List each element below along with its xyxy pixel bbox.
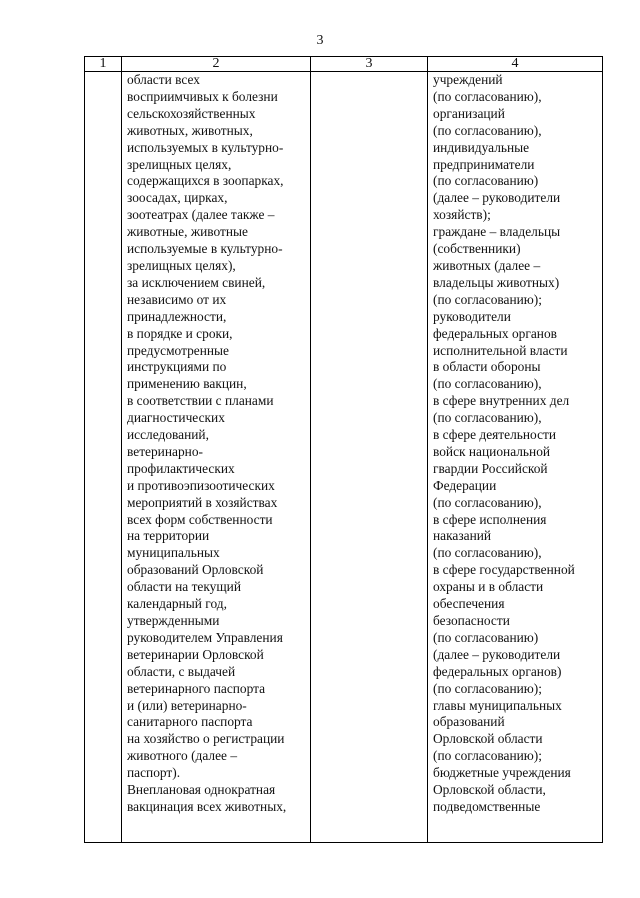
text-line: охраны и в области [433, 579, 544, 595]
text-line: (по согласованию); [433, 680, 542, 696]
text-line: области на текущий [127, 579, 242, 595]
text-line: гвардии Российской [433, 460, 548, 476]
cell-col-3 [311, 72, 428, 843]
text-line: граждане – владельцы [433, 224, 561, 240]
text-line: зрелищных целях), [127, 257, 236, 273]
text-line: исследований, [127, 427, 209, 443]
text-line: паспорт). [127, 765, 181, 781]
text-line: независимо от их [127, 291, 227, 307]
text-line: ветеринарно- [127, 443, 203, 459]
text-line: на территории [127, 528, 210, 544]
text-line: предусмотренные [127, 342, 229, 358]
text-line: животных (далее – [433, 257, 541, 273]
page-number: 3 [316, 33, 324, 48]
text-line: инструкциями по [127, 359, 227, 375]
header-col-1: 1 [85, 57, 122, 72]
text-line: федеральных органов [433, 325, 557, 341]
text-line: хозяйств); [433, 207, 491, 223]
text-line: обеспечения [433, 596, 505, 612]
text-line: руководители [433, 308, 511, 324]
text-line: принадлежности, [127, 308, 227, 324]
text-line: войск национальной [433, 443, 551, 459]
text-line: зоотеатрах (далее также – [127, 207, 275, 223]
header-col-2: 2 [122, 57, 311, 72]
text-line: главы муниципальных [433, 697, 562, 713]
text-line: утвержденными [127, 613, 220, 628]
text-line: (по согласованию), [433, 376, 542, 392]
text-line: (далее – руководители [433, 190, 561, 206]
text-line: индивидуальные [433, 139, 530, 155]
text-line: наказаний [433, 528, 492, 544]
text-line: Орловской области, [433, 782, 546, 798]
text-line: ветеринарии Орловской [127, 646, 264, 662]
text-line: в области обороны [433, 359, 541, 375]
text-line: используемые в культурно- [127, 241, 283, 257]
text-line: федеральных органов) [433, 663, 562, 679]
text-line: в сфере деятельности [433, 427, 557, 443]
text-line: владельцы животных) [433, 274, 560, 290]
text-line: (по согласованию), [433, 88, 542, 104]
text-line: (по согласованию) [433, 629, 539, 645]
text-line: (по согласованию), [433, 494, 542, 510]
text-line: профилактических [127, 460, 235, 476]
text-line: содержащихся в зоопарках, [127, 173, 284, 189]
text-line: восприимчивых к болезни [127, 88, 278, 104]
text-line: (по согласованию), [433, 122, 542, 138]
text-line: подведомственные [433, 798, 541, 814]
text-line: и противоэпизоотических [127, 477, 275, 493]
document-table [84, 56, 603, 843]
text-line: руководителем Управления [127, 629, 283, 645]
text-line: Федерации [433, 477, 497, 493]
text-line: зрелищных целях, [127, 156, 232, 172]
text-line: муниципальных [127, 545, 220, 561]
text-line: (по согласованию); [433, 748, 542, 764]
text-line: календарный год, [127, 596, 227, 612]
table-row [85, 72, 603, 843]
text-line: (по согласованию); [433, 291, 542, 307]
text-line: в соответствии с планами [127, 393, 274, 409]
text-line: на хозяйство о регистрации [127, 731, 285, 747]
text-line: организаций [433, 105, 505, 121]
text-line: применению вакцин, [127, 376, 247, 392]
cell-col-1 [85, 72, 122, 843]
text-line: зоосадах, цирках, [127, 190, 228, 206]
text-line: (по согласованию), [433, 545, 542, 561]
text-line: в сфере государственной [433, 562, 575, 578]
text-line: исполнительной власти [433, 342, 568, 358]
table-header-row [85, 57, 603, 72]
cell-col-4-responsible-parties [428, 72, 603, 843]
text-line: образований Орловской [127, 562, 264, 578]
text-line: бюджетные учреждения [433, 765, 571, 781]
text-line: мероприятий в хозяйствах [127, 494, 278, 510]
text-line: области всех [127, 72, 200, 87]
text-line: области, с выдачей [127, 663, 236, 679]
text-line: животного (далее – [127, 748, 238, 764]
text-line: и (или) ветеринарно- [127, 697, 247, 713]
header-col-3: 3 [311, 57, 428, 72]
text-line: сельскохозяйственных [127, 105, 256, 121]
text-line: образований [433, 714, 505, 730]
text-line: используемых в культурно- [127, 139, 284, 155]
text-line: в сфере внутренних дел [433, 393, 570, 409]
text-line: предприниматели [433, 156, 535, 172]
text-line: (по согласованию), [433, 410, 542, 426]
text-line: санитарного паспорта [127, 714, 253, 730]
cell-col-2-measure-description [122, 72, 311, 843]
text-line: диагностических [127, 410, 225, 426]
text-line: всех форм собственности [127, 511, 273, 527]
text-line: Внеплановая однократная [127, 782, 276, 798]
text-line: вакцинация всех животных, [127, 798, 287, 814]
text-line: (далее – руководители [433, 646, 561, 662]
text-line: за исключением свиней, [127, 274, 266, 290]
text-line: безопасности [433, 613, 510, 628]
text-line: (собственники) [433, 241, 521, 257]
text-line: учреждений [433, 72, 503, 87]
text-line: животные, животные [127, 224, 248, 240]
text-line: животных, животных, [127, 122, 253, 138]
text-line: ветеринарного паспорта [127, 680, 266, 696]
text-line: (по согласованию) [433, 173, 539, 189]
text-line: в сфере исполнения [433, 511, 547, 527]
text-line: в порядке и сроки, [127, 325, 233, 341]
header-col-4: 4 [428, 57, 603, 72]
text-line: Орловской области [433, 731, 543, 747]
